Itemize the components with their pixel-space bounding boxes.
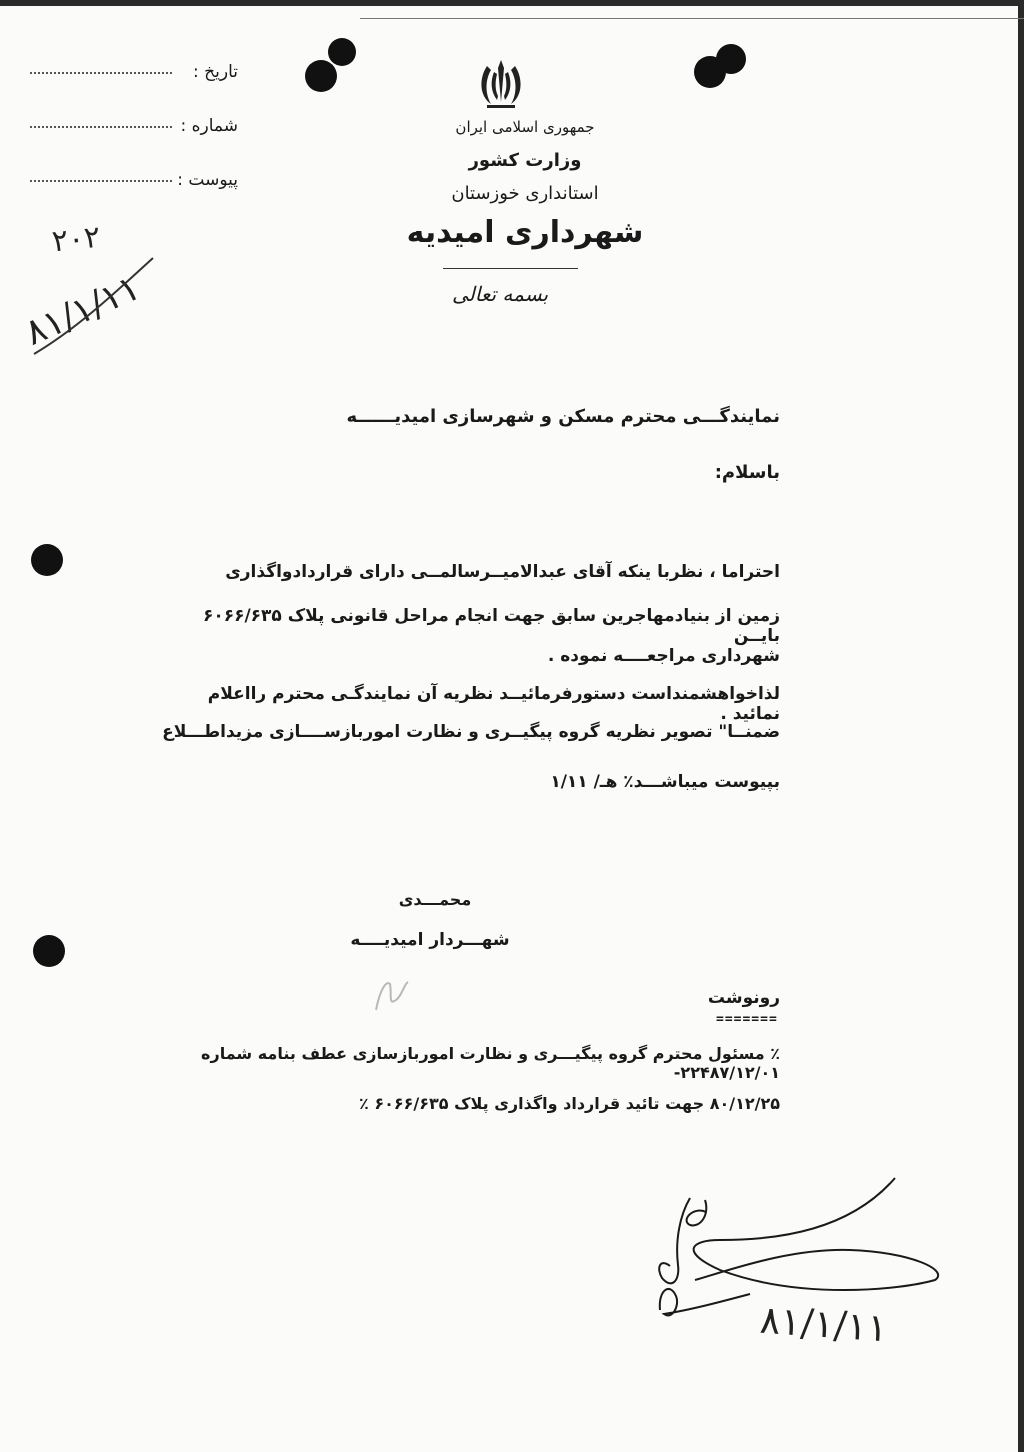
body-line: احتراما ، نظربا ینکه آقای عبدالامیــرسالمــی دارای قراردادواگذاری [225, 562, 780, 582]
scan-right-edge [1018, 0, 1024, 1452]
punch-hole [31, 544, 63, 576]
body-line: شهرداری مراجعــــه نموده . [547, 646, 780, 666]
body-line: ضمنــا" تصویر نظریه گروه پیگیــری و نظارت اموربازســــازی مزیداطـــلاع [162, 722, 780, 742]
number-label: شماره : [180, 116, 238, 136]
recipient-line: نمایندگـــی محترم مسکن و شهرسازی امیدیــــــه [346, 406, 780, 427]
cc-underline: ======= [716, 1012, 778, 1027]
invocation-text: بسمه تعالی [452, 282, 549, 306]
diagonal-stroke-mark [28, 250, 158, 360]
punch-hole [716, 44, 746, 74]
scan-fold-line [360, 18, 1024, 19]
body-line: لذاخواهشمنداست دستورفرمائیــد نظریه آن نمایندگـی محترم رااعلام نمائید . [207, 684, 780, 724]
date-label: تاریخ : [193, 62, 238, 82]
handwritten-sign-date: ۸۱/۱/۱۱ [758, 1297, 890, 1351]
punch-hole [33, 935, 65, 967]
ministry-name: وزارت کشور [468, 150, 582, 171]
header-divider [443, 268, 578, 269]
municipality-name: شهرداری امیدیه [406, 215, 644, 250]
iran-emblem-icon [477, 58, 525, 110]
cc-title: رونوشت [707, 988, 780, 1008]
country-name: جمهوری اسلامی ایران [455, 118, 595, 136]
body-line: بپیوست میباشـــد٪ هـ/ ۱/۱۱ [550, 772, 780, 792]
signer-title: شهـــردار امیدیــــه [350, 930, 510, 950]
greeting-line: باسلام: [714, 462, 780, 483]
scan-top-edge [0, 0, 1024, 6]
attachment-label: پیوست : [177, 170, 238, 190]
faint-signature-mark [368, 970, 418, 1020]
handwritten-ref-number: ۲۰۲ [50, 219, 103, 260]
punch-hole [305, 60, 337, 92]
handwritten-ref-date: ۸۱/۱/۱۱ [18, 267, 147, 354]
body-line: زمین از بنیادمهاجرین سابق جهت انجام مراحل قانونی پلاک ۶۰۶۶/۶۳۵ بایــن [202, 606, 780, 646]
signer-name: محمـــدی [398, 890, 472, 909]
province-name: استانداری خوزستان [451, 183, 599, 204]
cc-line: ٪ مسئول محترم گروه پیگیـــری و نظارت اموربازسازی عطف بنامه شماره ۲۲۴۸۷/۱۲/۰۱- [201, 1044, 780, 1082]
punch-hole [328, 38, 356, 66]
cc-line: ۸۰/۱۲/۲۵ جهت تائید قرارداد واگذاری پلاک ۶۰۶۶/۶۳۵ ٪ [359, 1094, 780, 1113]
